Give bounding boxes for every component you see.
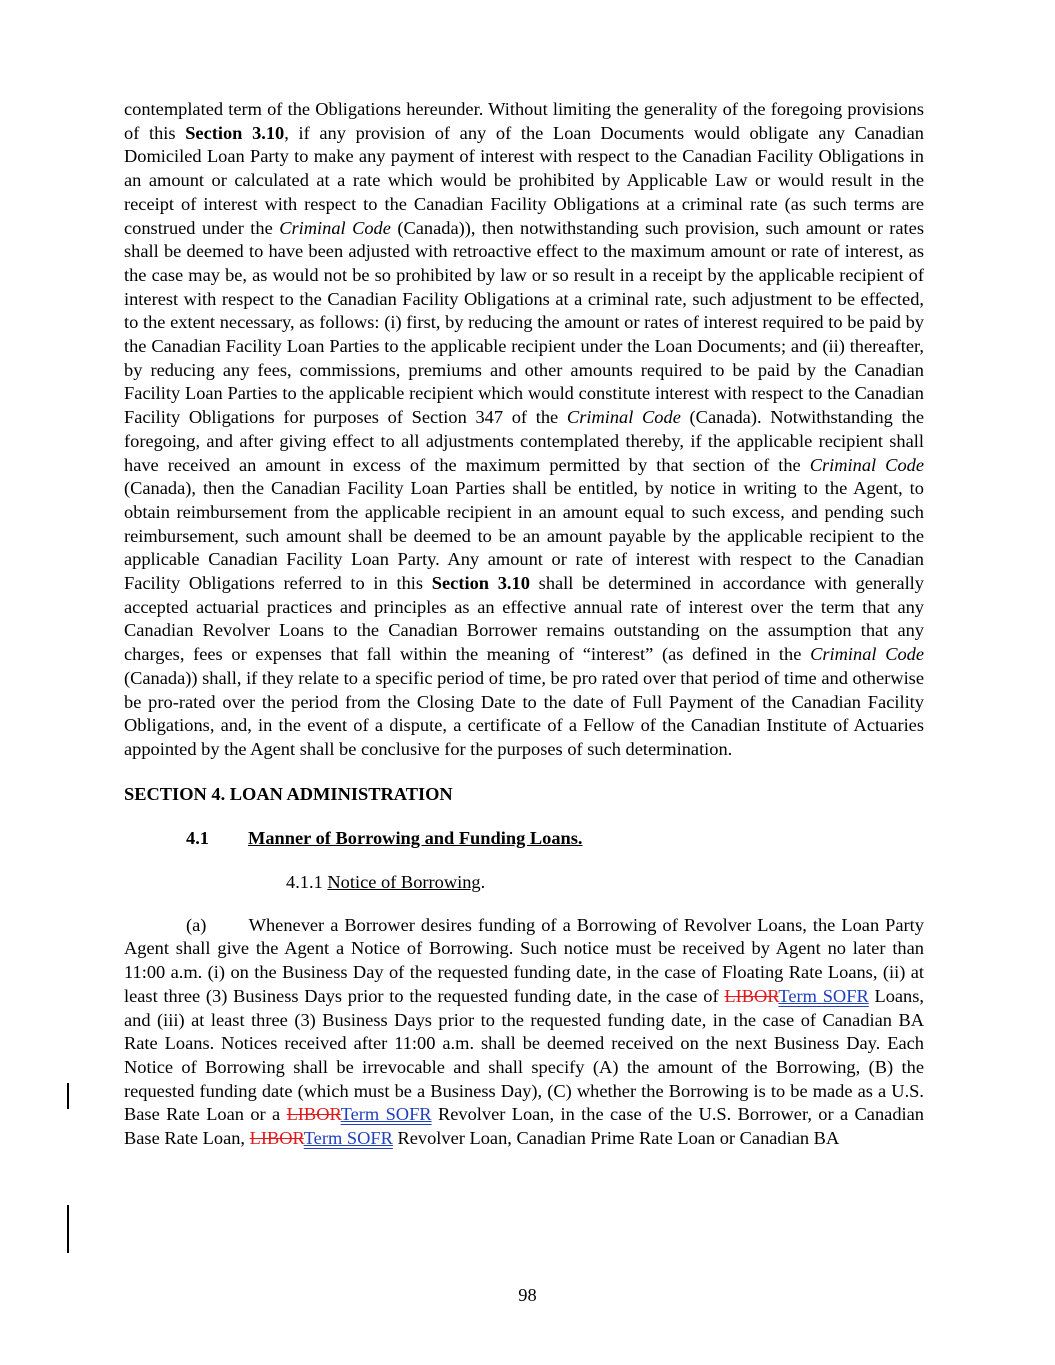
- deleted-text: LIBOR: [249, 1128, 304, 1149]
- deleted-text: LIBOR: [724, 985, 779, 1006]
- text-run: contemplated term of the Obligations hereunder. Without limiting the generality of the foregoing provisions of this: [124, 99, 924, 143]
- text-run: (a) Whenever a Borrower desires funding of a Borrowing of Revolver Loans, the Loan Party Agent shall give the Agent a Notice of Borrowing. Such notice must be received by Agent no later than 11:00 a.m. (i) on the Business Day of the requested funding date, in the case of Floating Rate Loans, (ii) at least three (3) Business Days prior to the requested funding date, in the case of: [124, 914, 924, 1006]
- deleted-text: LIBOR: [286, 1104, 341, 1125]
- inserted-text: Term SOFR: [340, 1104, 432, 1125]
- text-run: (Canada). Notwithstanding the foregoing, and after giving effect to all adjustments contemplated thereby, if the applicable recipient shall have received an amount in excess of the maximum permitted by that section of the: [124, 407, 924, 475]
- period: .: [480, 871, 486, 892]
- inserted-text: Term SOFR: [778, 985, 869, 1006]
- subsubsection-number: 4.1.1: [286, 871, 328, 892]
- change-bar: [67, 1205, 69, 1253]
- text-run: Revolver Loan, Canadian Prime Rate Loan or Canadian BA: [392, 1128, 840, 1149]
- inserted-text: Term SOFR: [303, 1128, 393, 1149]
- subsubsection-title: Notice of Borrowing: [327, 871, 481, 892]
- subsection-title: Manner of Borrowing and Funding Loans.: [248, 827, 583, 848]
- section-reference: Section 3.10: [431, 573, 530, 594]
- subsection-4-1-1-heading: [124, 870, 924, 894]
- change-bar: [67, 1083, 69, 1109]
- page-number: 98: [518, 1285, 537, 1305]
- section-3-10-continuation-paragraph: [124, 98, 924, 762]
- section-4-heading: SECTION 4. LOAN ADMINISTRATION: [124, 783, 453, 804]
- criminal-code-italic: Criminal Code: [279, 217, 391, 238]
- criminal-code-italic: Criminal Code: [566, 407, 681, 428]
- text-run: shall be determined in accordance with generally accepted actuarial practices and principles as an effective annual rate of interest over the term that any Canadian Revolver Loans to the Canadian Borrower remains outstanding on the assumption that any charges, fees or expenses that fall within the meaning of “interest” (as defined in the: [124, 573, 924, 665]
- paragraph-a: [124, 914, 924, 1151]
- text-run: (Canada), then the Canadian Facility Loan Parties shall be entitled, by notice in writing to the Agent, to obtain reimbursement from the applicable recipient in an amount equal to such excess, and pending such reimbursement, such amount shall be deemed to be an amount payable by the applicable recipient to the applicable Canadian Facility Loan Party. Any amount or rate of interest with respect to the Canadian Facility Obligations referred to in this: [124, 478, 924, 594]
- subsection-4-1-heading: [124, 826, 924, 850]
- text-run: (Canada)), then notwithstanding such provision, such amount or rates shall be deemed to have been adjusted with retroactive effect to the maximum amount or rate of interest, as the case may be, as would not be so prohibited by law or so result in a receipt by the applicable recipient of interest with respect to the Canadian Facility Obligations at a criminal rate, such adjustment to be effected, to the extent necessary, as follows: (i) first, by reducing the amount or rates of interest required to be paid by the Canadian Facility Loan Parties to the applicable recipient under the Loan Documents; and (ii) thereafter, by reducing any fees, commissions, premiums and other amounts required to be paid by the Canadian Facility Loan Parties to the applicable recipient which would constitute interest with respect to the Canadian Facility Obligations for purposes of Section 347 of the: [124, 217, 924, 428]
- section-reference: Section 3.10: [185, 122, 285, 143]
- text-run: , if any provision of any of the Loan Documents would obligate any Canadian Domiciled Loan Party to make any payment of interest with respect to the Canadian Facility Obligations in an amount or calculated at a rate which would be prohibited by Applicable Law or would result in the receipt of interest with respect to the Canadian Facility Obligations at a criminal rate (as such terms are construed under the: [124, 122, 924, 238]
- criminal-code-italic: Criminal Code: [809, 454, 924, 475]
- text-run: Revolver Loan, in the case of the U.S. Borrower, or a Canadian Base Rate Loan,: [124, 1104, 924, 1149]
- document-page: [124, 98, 924, 1151]
- text-run: (Canada)) shall, if they relate to a specific period of time, be pro rated over that period of time and otherwise be pro-rated over the period from the Closing Date to the date of Full Payment of the Canadian Facility Obligations, and, in the event of a dispute, a certificate of a Fellow of the Canadian Institute of Actuaries appointed by the Agent shall be conclusive for the purposes of such determination.: [124, 667, 924, 759]
- subsection-number: 4.1: [186, 827, 209, 848]
- text-run: Loans, and (iii) at least three (3) Business Days prior to the requested funding date, in the case of Canadian BA Rate Loans. Notices received after 11:00 a.m. shall be deemed received on the next Business Day. Each Notice of Borrowing shall be irrevocable and shall specify (A) the amount of the Borrowing, (B) the requested funding date (which must be a Business Day), (C) whether the Borrowing is to be made as a U.S. Base Rate Loan or a: [124, 985, 924, 1125]
- criminal-code-italic: Criminal Code: [810, 644, 925, 665]
